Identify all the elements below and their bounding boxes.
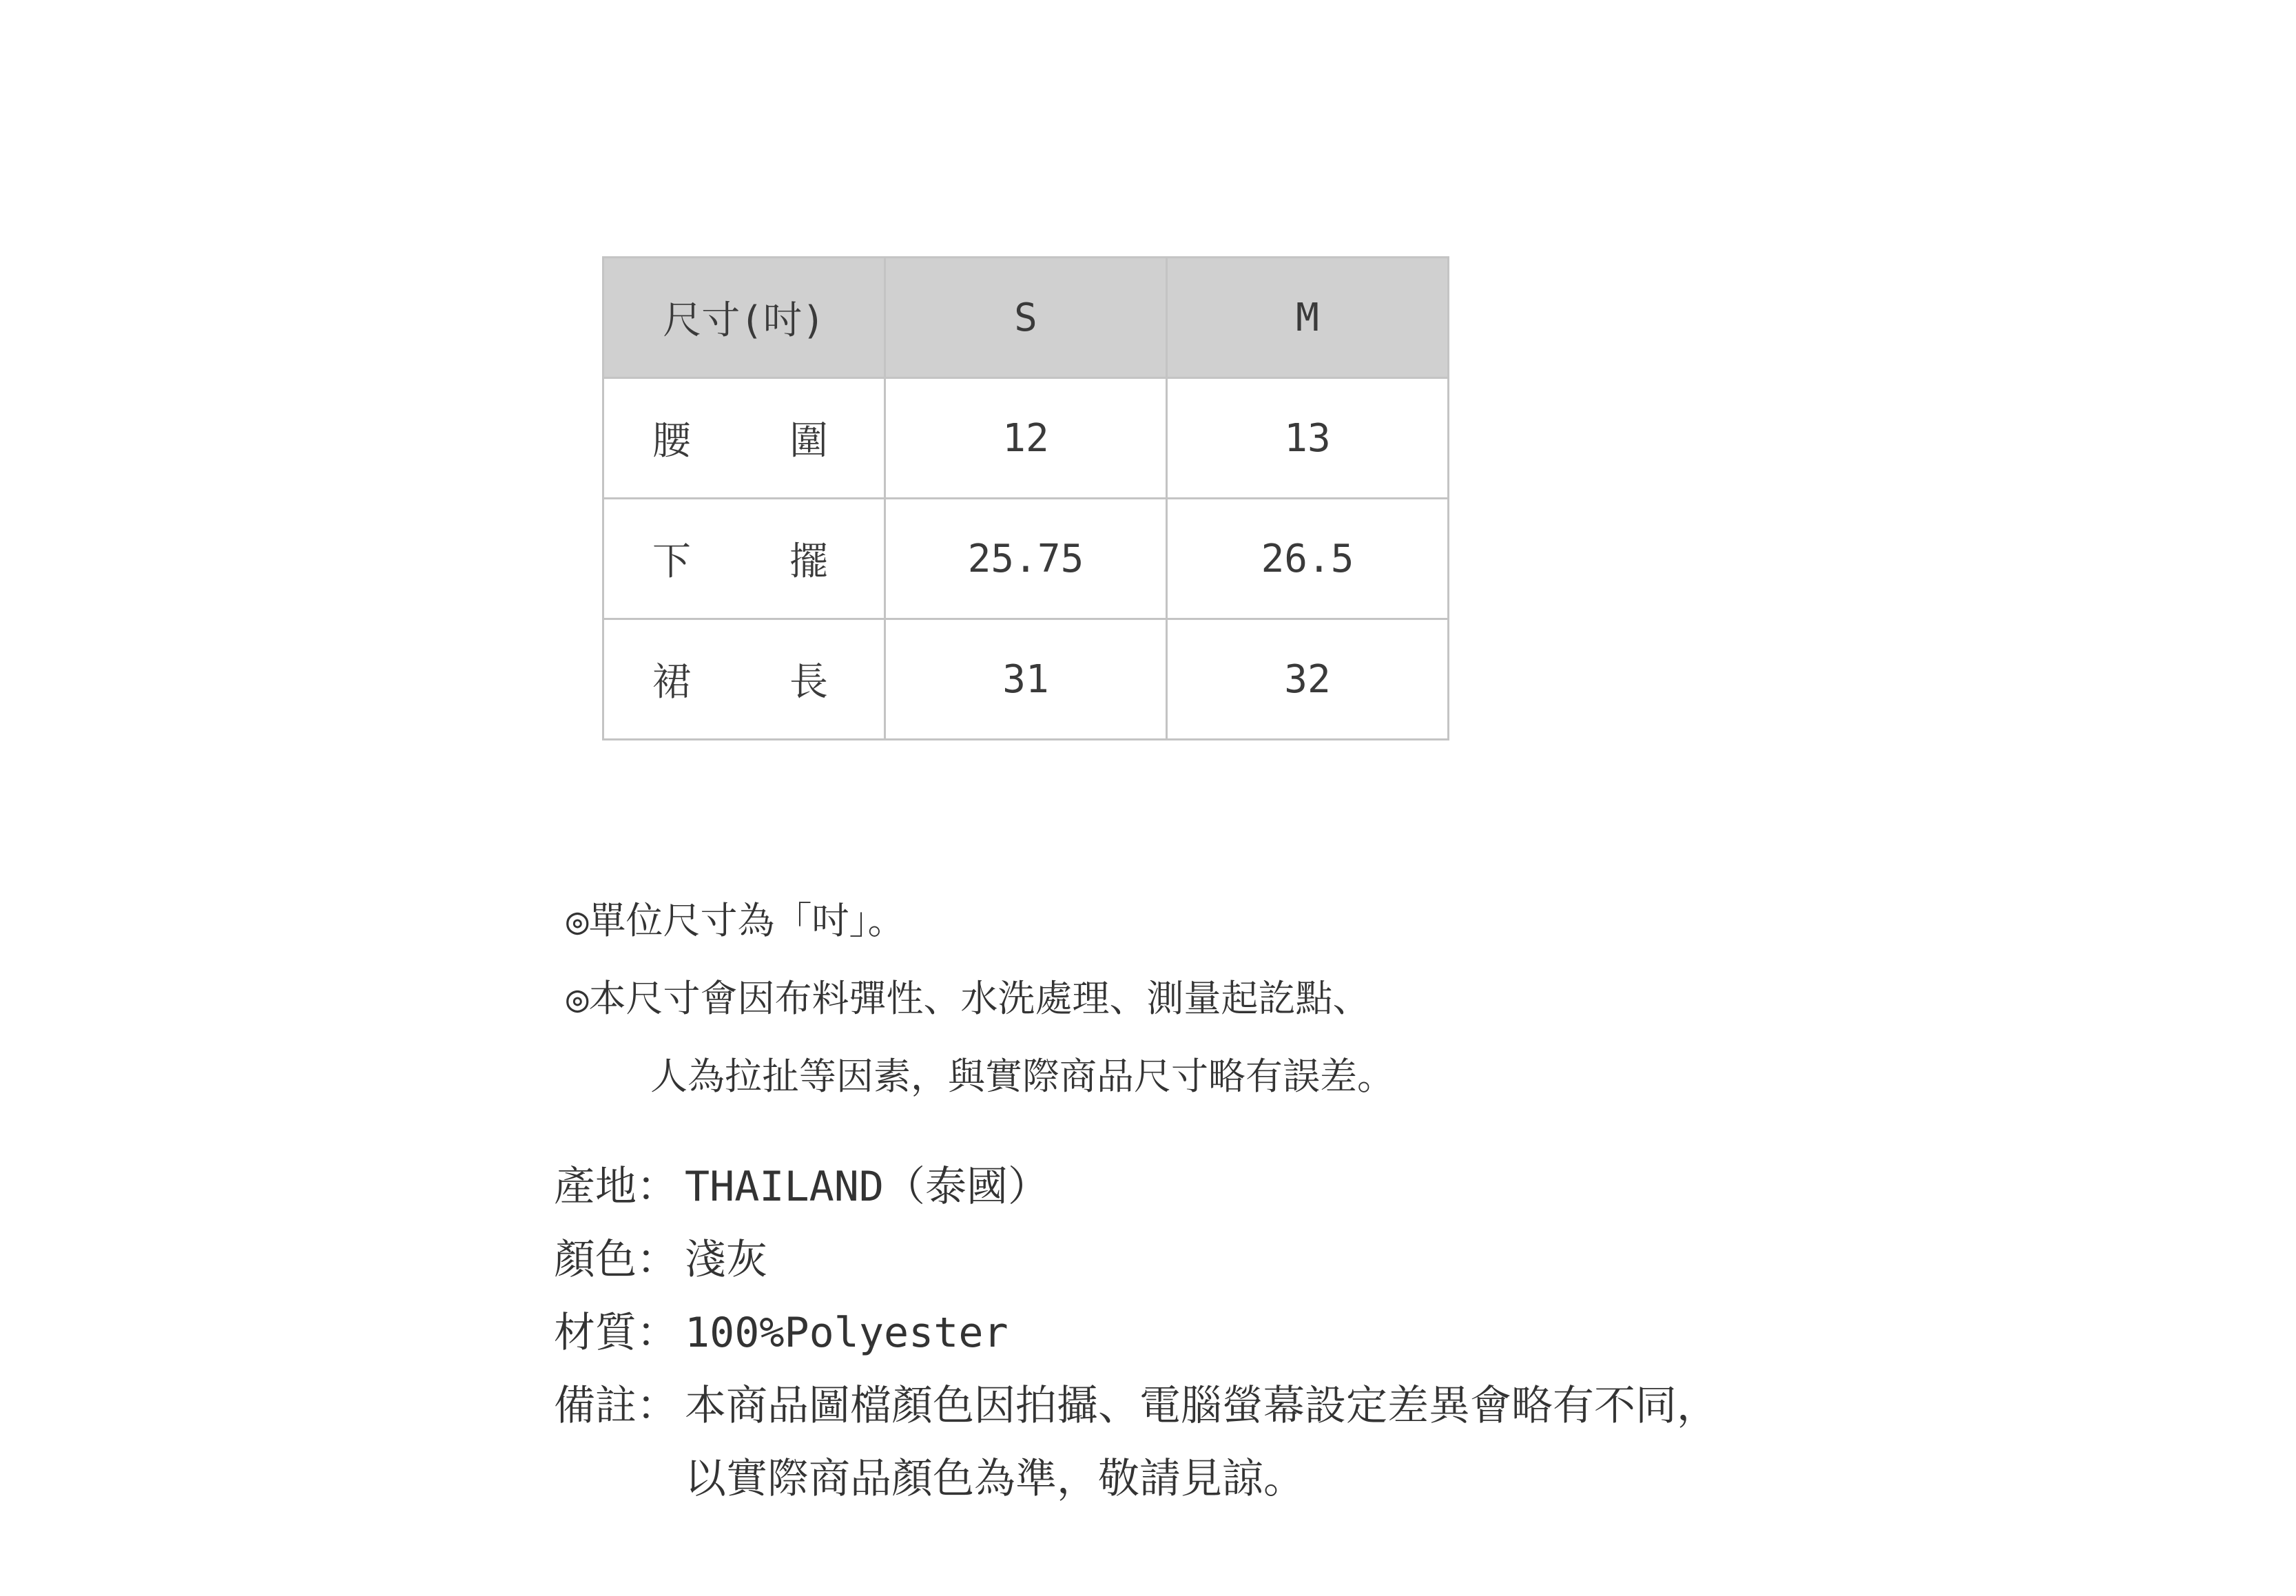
waist-s-value: 12 <box>885 378 1167 499</box>
table-row <box>603 378 1449 499</box>
spec-color-value: 淺灰 <box>685 1236 767 1284</box>
row-label-char: 腰 <box>652 419 691 464</box>
product-specs <box>554 1150 1718 1515</box>
table-row <box>603 499 1449 619</box>
spec-origin-key: 產地： <box>554 1163 678 1211</box>
spec-remark-value: 本商品圖檔顏色因拍攝、電腦螢幕設定差異會略有不同， <box>685 1382 1718 1430</box>
row-label-length <box>603 619 885 740</box>
row-label-char: 裙 <box>652 660 691 705</box>
size-header-unit: 尺寸(吋) <box>603 258 885 378</box>
hem-s-value: 25.75 <box>885 499 1167 619</box>
row-label-char: 擺 <box>789 539 828 584</box>
hem-m-value: 26.5 <box>1167 499 1449 619</box>
size-header-s: S <box>885 258 1167 378</box>
row-label-hem <box>603 499 885 619</box>
spec-origin <box>554 1150 1718 1223</box>
waist-m-value: 13 <box>1167 378 1449 499</box>
size-table-header-row <box>603 258 1449 378</box>
row-label-char: 圍 <box>789 419 828 464</box>
length-m-value: 32 <box>1167 619 1449 740</box>
spec-origin-value: THAILAND（泰國） <box>685 1163 1049 1211</box>
length-s-value: 31 <box>885 619 1167 740</box>
spec-remark-value-cont: 以實際商品顏色為準，敬請見諒。 <box>685 1455 1305 1503</box>
note-unit: ◎單位尺寸為「吋」。 <box>566 899 905 942</box>
note-disclaimer: ◎本尺寸會因布料彈性、水洗處理、測量起訖點、 <box>566 977 1370 1020</box>
row-label-char: 長 <box>789 660 828 705</box>
spec-remark-key: 備註： <box>554 1382 678 1430</box>
spec-material <box>554 1296 1718 1369</box>
spec-material-key: 材質： <box>554 1309 678 1357</box>
spec-remark <box>554 1369 1718 1442</box>
row-label-waist <box>603 378 885 499</box>
note-disclaimer-cont: 人為拉扯等因素，與實際商品尺寸略有誤差。 <box>650 1055 1394 1098</box>
spec-material-value: 100%Polyester <box>685 1309 1009 1357</box>
table-row <box>603 619 1449 740</box>
spec-color <box>554 1223 1718 1296</box>
size-header-m: M <box>1167 258 1449 378</box>
size-notes <box>566 882 1394 1115</box>
size-table <box>602 256 1449 740</box>
row-label-char: 下 <box>652 539 691 584</box>
spec-color-key: 顏色： <box>554 1236 678 1284</box>
